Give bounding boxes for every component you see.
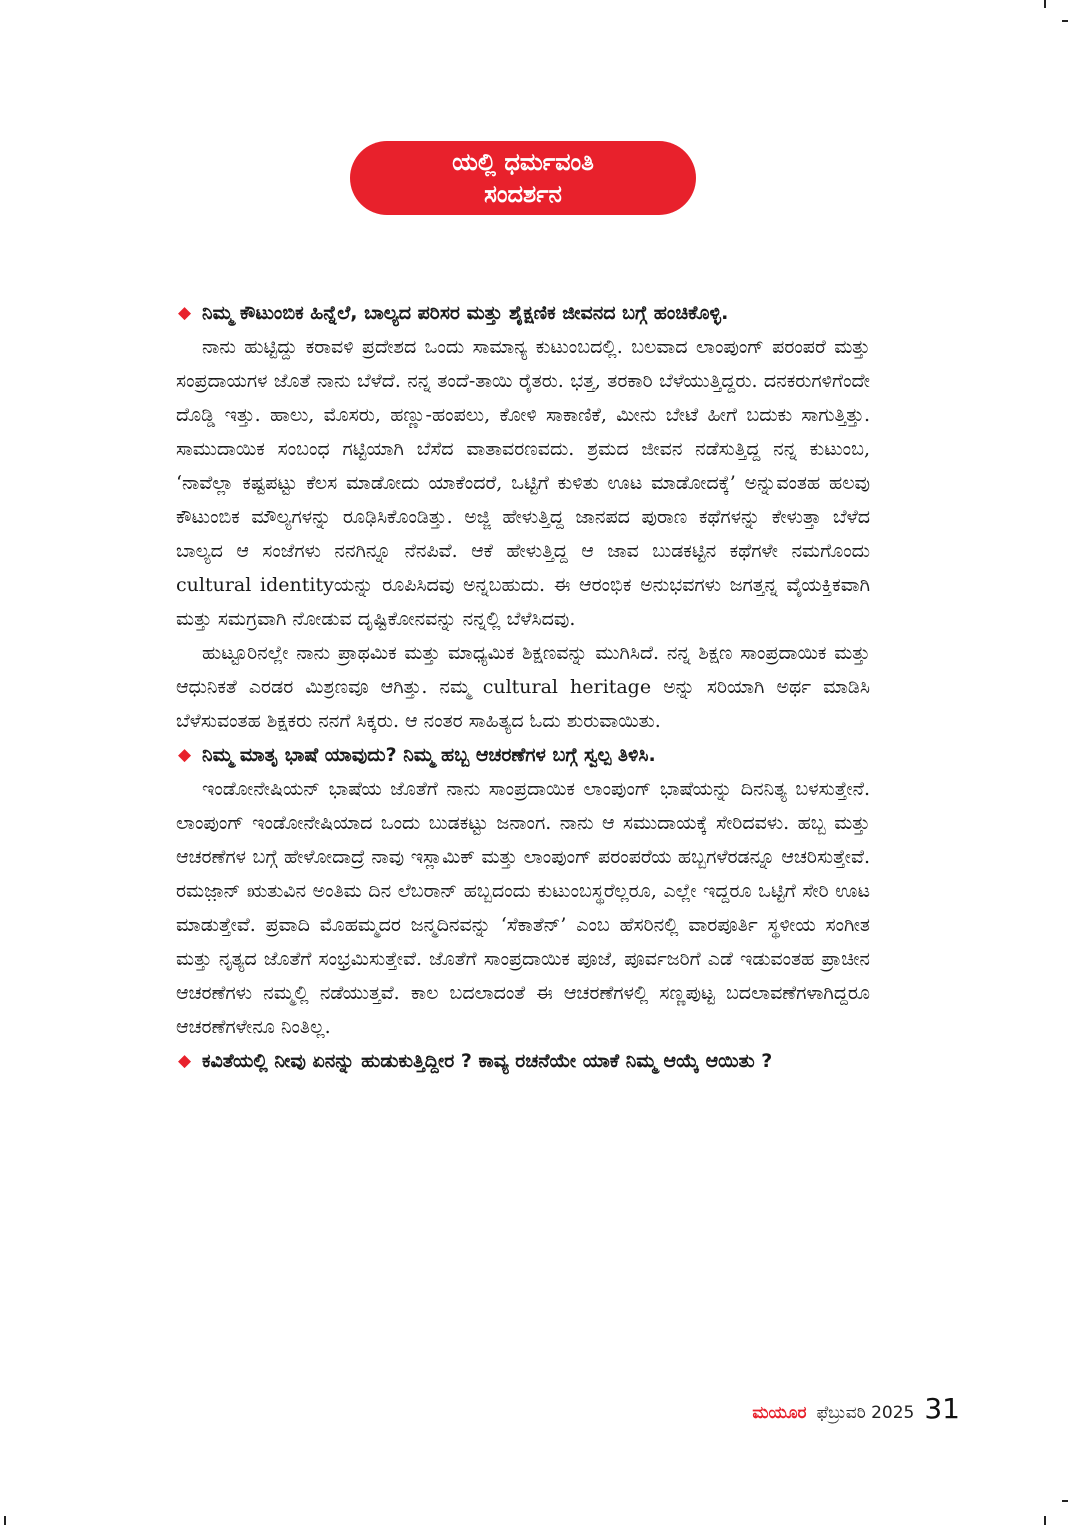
article-body [176, 296, 870, 1078]
diamond-icon: ◆ [178, 745, 192, 765]
magazine-brand-logo: ಮಯೂರ [752, 1403, 807, 1423]
interview-title-badge [350, 141, 696, 215]
title-line-label: ಸಂದರ್ಶನ [484, 180, 562, 208]
crop-mark-top-right [1044, 0, 1046, 8]
question-3-text: ಕವಿತೆಯಲ್ಲಿ ನೀವು ಏನನ್ನು ಹುಡುಕುತ್ತಿದ್ದೀರ ? ಕಾವ್ಯ ರಚನೆಯೇ ಯಾಕೆ ನಿಮ್ಮ ಆಯ್ಕೆ ಆಯಿತು ? [202, 1050, 773, 1072]
crop-mark-right-upper [1062, 20, 1068, 22]
answer-1-paragraph-2: ಹುಟ್ಟೂರಿನಲ್ಲೇ ನಾನು ಪ್ರಾಥಮಿಕ ಮತ್ತು ಮಾಧ್ಯಮಿಕ ಶಿಕ್ಷಣವನ್ನು ಮುಗಿಸಿದೆ. ನನ್ನ ಶಿಕ್ಷಣ ಸಾಂಪ್ರದಾಯಿಕ ಮತ್ತು ಆಧುನಿಕತೆ ಎರಡರ ಮಿಶ್ರಣವೂ ಆಗಿತ್ತು. ನಮ್ಮ cultural heritage ಅನ್ನು ಸರಿಯಾಗಿ ಅರ್ಥ ಮಾಡಿಸಿ ಬೆಳೆಸುವಂತಹ ಶಿಕ್ಷಕರು ನನಗೆ ಸಿಕ್ಕರು. ಆ ನಂತರ ಸಾಹಿತ್ಯದ ಓದು ಶುರುವಾಯಿತು. [176, 642, 870, 732]
issue-date: ಫೆಬ್ರುವರಿ 2025 [816, 1403, 915, 1423]
page-footer [752, 1392, 960, 1425]
diamond-icon: ◆ [178, 1051, 192, 1071]
question-2 [176, 738, 870, 772]
crop-mark-bottom-right [1044, 1516, 1046, 1525]
crop-mark-bottom-left [4, 1516, 6, 1525]
diamond-icon: ◆ [178, 303, 192, 323]
question-2-text: ನಿಮ್ಮ ಮಾತೃ ಭಾಷೆ ಯಾವುದು? ನಿಮ್ಮ ಹಬ್ಬ ಆಚರಣೆಗಳ ಬಗ್ಗೆ ಸ್ವಲ್ಪ ತಿಳಿಸಿ. [202, 744, 656, 766]
title-line-name: ಯಲ್ಲಿ ಧರ್ಮವಂತಿ [452, 148, 594, 176]
page-number: 31 [924, 1392, 960, 1425]
question-1-text: ನಿಮ್ಮ ಕೌಟುಂಬಿಕ ಹಿನ್ನೆಲೆ, ಬಾಲ್ಯದ ಪರಿಸರ ಮತ್ತು ಶೈಕ್ಷಣಿಕ ಜೀವನದ ಬಗ್ಗೆ ಹಂಚಿಕೊಳ್ಳಿ. [202, 302, 729, 324]
question-1 [176, 296, 870, 330]
answer-2-paragraph-1: ಇಂಡೋನೇಷಿಯನ್ ಭಾಷೆಯ ಜೊತೆಗೆ ನಾನು ಸಾಂಪ್ರದಾಯಿಕ ಲಾಂಪುಂಗ್ ಭಾಷೆಯನ್ನು ದಿನನಿತ್ಯ ಬಳಸುತ್ತೇನೆ. ಲಾಂಪುಂಗ್ ಇಂಡೋನೇಷಿಯಾದ ಒಂದು ಬುಡಕಟ್ಟು ಜನಾಂಗ. ನಾನು ಆ ಸಮುದಾಯಕ್ಕೆ ಸೇರಿದವಳು. ಹಬ್ಬ ಮತ್ತು ಆಚರಣೆಗಳ ಬಗ್ಗೆ ಹೇಳೋದಾದ್ರೆ ನಾವು ಇಸ್ಲಾಮಿಕ್ ಮತ್ತು ಲಾಂಪುಂಗ್ ಪರಂಪರೆಯ ಹಬ್ಬಗಳೆರಡನ್ನೂ ಆಚರಿಸುತ್ತೇವೆ. ರಮಜ಼ಾನ್ ಋತುವಿನ ಅಂತಿಮ ದಿನ ಲೆಬರಾನ್ ಹಬ್ಬದಂದು ಕುಟುಂಬಸ್ಥರೆಲ್ಲರೂ, ಎಲ್ಲೇ ಇದ್ದರೂ ಒಟ್ಟಿಗೆ ಸೇರಿ ಊಟ ಮಾಡುತ್ತೇವೆ. ಪ್ರವಾದಿ ಮೊಹಮ್ಮದರ ಜನ್ಮದಿನವನ್ನು ‘ಸೆಕಾತೆನ್’ ಎಂಬ ಹೆಸರಿನಲ್ಲಿ ವಾರಪೂರ್ತಿ ಸ್ಥಳೀಯ ಸಂಗೀತ ಮತ್ತು ನೃತ್ಯದ ಜೊತೆಗೆ ಸಂಭ್ರಮಿಸುತ್ತೇವೆ. ಜೊತೆಗೆ ಸಾಂಪ್ರದಾಯಿಕ ಪೂಜೆ, ಪೂರ್ವಜರಿಗೆ ಎಡೆ ಇಡುವಂತಹ ಪ್ರಾಚೀನ ಆಚರಣೆಗಳು ನಮ್ಮಲ್ಲಿ ನಡೆಯುತ್ತವೆ. ಕಾಲ ಬದಲಾದಂತೆ ಈ ಆಚರಣೆಗಳಲ್ಲಿ ಸಣ್ಣಪುಟ್ಟ ಬದಲಾವಣೆಗಳಾಗಿದ್ದರೂ ಆಚರಣೆಗಳೇನೂ ನಿಂತಿಲ್ಲ. [176, 778, 870, 1038]
crop-mark-right-lower [1062, 1500, 1068, 1502]
question-3 [176, 1044, 870, 1078]
answer-1-paragraph-1: ನಾನು ಹುಟ್ಟಿದ್ದು ಕರಾವಳಿ ಪ್ರದೇಶದ ಒಂದು ಸಾಮಾನ್ಯ ಕುಟುಂಬದಲ್ಲಿ. ಬಲವಾದ ಲಾಂಪುಂಗ್ ಪರಂಪರೆ ಮತ್ತು ಸಂಪ್ರದಾಯಗಳ ಜೊತೆ ನಾನು ಬೆಳೆದೆ. ನನ್ನ ತಂದೆ-ತಾಯಿ ರೈತರು. ಭತ್ತ, ತರಕಾರಿ ಬೆಳೆಯುತ್ತಿದ್ದರು. ದನಕರುಗಳಿಗೆಂದೇ ದೊಡ್ಡಿ ಇತ್ತು. ಹಾಲು, ಮೊಸರು, ಹಣ್ಣು-ಹಂಪಲು, ಕೋಳಿ ಸಾಕಾಣಿಕೆ, ಮೀನು ಬೇಟೆ ಹೀಗೆ ಬದುಕು ಸಾಗುತ್ತಿತ್ತು. ಸಾಮುದಾಯಿಕ ಸಂಬಂಧ ಗಟ್ಟಿಯಾಗಿ ಬೆಸೆದ ವಾತಾವರಣವದು. ಶ್ರಮದ ಜೀವನ ನಡೆಸುತ್ತಿದ್ದ ನನ್ನ ಕುಟುಂಬ, ‘ನಾವೆಲ್ಲಾ ಕಷ್ಟಪಟ್ಟು ಕೆಲಸ ಮಾಡೋದು ಯಾಕೆಂದರೆ, ಒಟ್ಟಿಗೆ ಕುಳಿತು ಊಟ ಮಾಡೋದಕ್ಕೆ’ ಅನ್ನುವಂತಹ ಹಲವು ಕೌಟುಂಬಿಕ ಮೌಲ್ಯಗಳನ್ನು ರೂಢಿಸಿಕೊಂಡಿತ್ತು. ಅಜ್ಜಿ ಹೇಳುತ್ತಿದ್ದ ಜಾನಪದ ಪುರಾಣ ಕಥೆಗಳನ್ನು ಕೇಳುತ್ತಾ ಬೆಳೆದ ಬಾಲ್ಯದ ಆ ಸಂಜೆಗಳು ನನಗಿನ್ನೂ ನೆನಪಿವೆ. ಆಕೆ ಹೇಳುತ್ತಿದ್ದ ಆ ಜಾವ ಬುಡಕಟ್ಟಿನ ಕಥೆಗಳೇ ನಮಗೊಂದು cultural identityಯನ್ನು ರೂಪಿಸಿದವು ಅನ್ನಬಹುದು. ಈ ಆರಂಭಿಕ ಅನುಭವಗಳು ಜಗತ್ತನ್ನ ವೈಯಕ್ತಿಕವಾಗಿ ಮತ್ತು ಸಮಗ್ರವಾಗಿ ನೋಡುವ ದೃಷ್ಟಿಕೋನವನ್ನು ನನ್ನಲ್ಲಿ ಬೆಳೆಸಿದವು. [176, 336, 870, 630]
